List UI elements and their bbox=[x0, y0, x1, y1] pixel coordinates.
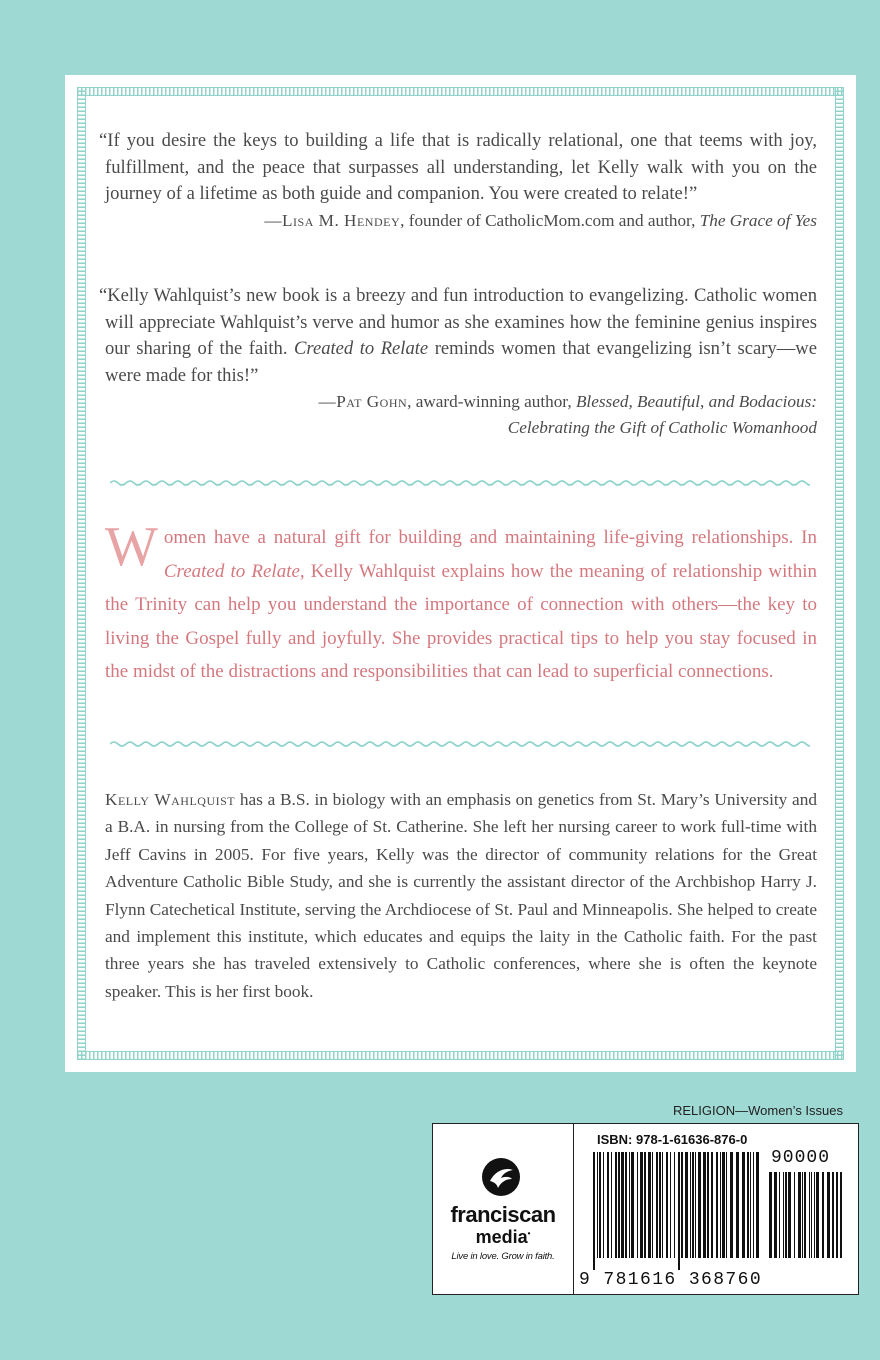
ean-digits: 9 781616 368760 bbox=[579, 1270, 763, 1290]
barcode-bar bbox=[798, 1172, 801, 1258]
wave-divider-2 bbox=[110, 739, 810, 749]
barcode-bar bbox=[652, 1152, 653, 1258]
ean-barcode bbox=[593, 1152, 763, 1270]
barcode-bar bbox=[685, 1152, 688, 1258]
barcode-bar bbox=[840, 1172, 842, 1258]
barcode-bar bbox=[816, 1172, 819, 1258]
barcode-bar bbox=[814, 1172, 815, 1258]
barcode-bar bbox=[726, 1152, 727, 1258]
attribution-role: , award-winning author, bbox=[407, 392, 576, 412]
decorative-border-top bbox=[77, 87, 844, 96]
attribution-book-title: The Grace of Yes bbox=[699, 210, 817, 230]
barcode-bar bbox=[611, 1152, 612, 1258]
endorsement-quote-1 bbox=[99, 128, 817, 234]
barcode-bar bbox=[615, 1152, 617, 1258]
attribution-role: , founder of CatholicMom.com and author, bbox=[400, 210, 700, 230]
publisher-tagline: Live in love. Grow in faith. bbox=[451, 1251, 555, 1262]
author-bio bbox=[105, 786, 817, 1005]
barcode-bar bbox=[750, 1152, 751, 1258]
barcode-bar bbox=[656, 1152, 658, 1258]
quote-book-title: Created to Relate bbox=[294, 338, 429, 360]
barcode-bar bbox=[695, 1152, 696, 1258]
barcode-bar bbox=[794, 1172, 795, 1258]
barcode-bar bbox=[618, 1152, 620, 1258]
barcode-bar bbox=[788, 1172, 791, 1258]
book-description bbox=[105, 516, 817, 689]
drop-cap: W bbox=[105, 516, 158, 578]
barcode-bar bbox=[666, 1152, 668, 1258]
barcode-bar bbox=[707, 1152, 709, 1258]
barcode-bar bbox=[674, 1152, 675, 1258]
publisher-logo bbox=[433, 1124, 574, 1294]
barcode-bar bbox=[753, 1152, 754, 1258]
barcode-bar bbox=[637, 1152, 638, 1258]
attribution-name: —Pat Gohn bbox=[318, 392, 408, 412]
description-text: omen have a natural gift for building and maintaining life-giving relationships. In bbox=[163, 527, 817, 548]
quote-text bbox=[99, 283, 817, 389]
barcode-bar bbox=[720, 1152, 721, 1258]
barcode-bar bbox=[827, 1172, 830, 1258]
wave-divider-1 bbox=[110, 478, 810, 488]
barcode-bar bbox=[730, 1152, 733, 1258]
barcode-bar bbox=[629, 1152, 630, 1258]
barcode-bar bbox=[822, 1172, 824, 1258]
barcode-bar bbox=[703, 1152, 706, 1258]
barcode-bar bbox=[716, 1152, 718, 1258]
addon-barcode bbox=[769, 1172, 845, 1270]
decorative-border-bottom bbox=[77, 1051, 844, 1060]
barcode-bar bbox=[785, 1172, 787, 1258]
bio-text: has a B.S. in biology with an emphasis on genetics from St. Mary’s University and a B.A. in nursing from the College of St. Catherine. She left her nursing career to work full-time with Jeff Cavins in 2005. For five years, Kelly was the director of community relations for the Great Adventure Catholic Bible Study, and she is currently the assistant director of the Archbishop Harry J. Flynn Catechetical Institute, serving the Archdiocese of St. Paul and Minneapolis. She helped to create and implement this institute, which educates and equips the laity in the Catholic faith. For the past three years she has traveled extensively to Catholic conferences, where she is often the keynote speaker. This is her first book. bbox=[105, 790, 817, 1001]
barcode-bar bbox=[621, 1152, 624, 1258]
decorative-border-right bbox=[835, 87, 844, 1060]
barcode-bar bbox=[625, 1152, 627, 1258]
attribution-book-subtitle: Celebrating the Gift of Catholic Womanhood bbox=[507, 418, 817, 438]
isbn-label: ISBN: 978-1-61636-876-0 bbox=[597, 1132, 748, 1147]
description-text: Kelly Wahlquist explains how the meaning of relationship within the Trinity can help you understand the importance of connection with others—the key to living the Gospel fully and joyfully. She provides practical tips to help you stay focused in the midst of the distractions and responsibilities that can lead to superficial connections. bbox=[105, 560, 817, 683]
quote-text: “If you desire the keys to building a life that is radically relational, one that teems with joy, fulfillment, and the peace that surpasses all understanding, let Kelly walk with you on the journey of a lifetime as both guide and companion. You were created to relate!” bbox=[99, 130, 817, 205]
barcode-bar bbox=[722, 1152, 725, 1258]
barcode-bar bbox=[659, 1152, 661, 1258]
barcode-panel bbox=[432, 1123, 859, 1295]
barcode-bar bbox=[678, 1152, 680, 1270]
barcode-bar bbox=[736, 1152, 739, 1258]
back-cover-panel bbox=[65, 75, 856, 1072]
barcode-bar bbox=[603, 1152, 604, 1258]
quote-text-part: reminds women that evangelizing isn’t scary—we were made for this!” bbox=[105, 338, 817, 386]
quote-attribution bbox=[105, 208, 817, 234]
barcode-bar bbox=[681, 1152, 683, 1258]
description-book-title: Created to Relate, bbox=[163, 560, 305, 582]
franciscan-media-logo-icon bbox=[481, 1157, 521, 1197]
barcode-bar bbox=[593, 1152, 595, 1270]
barcode-bar bbox=[670, 1152, 671, 1258]
barcode-bar bbox=[631, 1152, 634, 1258]
barcode-bar bbox=[692, 1152, 694, 1258]
price-addon-digits: 90000 bbox=[771, 1148, 831, 1168]
barcode-bar bbox=[742, 1152, 745, 1258]
barcode-bar bbox=[832, 1172, 834, 1258]
category-label: RELIGION—Women’s Issues bbox=[672, 1103, 843, 1118]
endorsement-quote-2 bbox=[99, 283, 817, 441]
barcode-bar bbox=[783, 1172, 784, 1258]
attribution-book-title: Blessed, Beautiful, and Bodacious: bbox=[575, 392, 817, 412]
publisher-name: franciscan bbox=[450, 1202, 556, 1227]
barcode-bar bbox=[662, 1152, 663, 1258]
barcode-bar bbox=[597, 1152, 598, 1258]
attribution-name: —Lisa M. Hendey bbox=[264, 210, 401, 230]
barcode-bar bbox=[648, 1152, 651, 1258]
barcode-bar bbox=[809, 1172, 810, 1258]
barcode-bar bbox=[698, 1152, 701, 1258]
quote-attribution bbox=[105, 389, 817, 441]
decorative-border-left bbox=[77, 87, 86, 1060]
barcode-bar bbox=[747, 1152, 749, 1258]
barcode-bar bbox=[774, 1172, 777, 1258]
registered-mark: • bbox=[527, 1229, 531, 1238]
barcode-bar bbox=[640, 1152, 643, 1258]
barcode-bar bbox=[756, 1152, 759, 1258]
barcode-bar bbox=[836, 1172, 838, 1258]
publisher-sub-text: media bbox=[475, 1227, 528, 1247]
barcode-bar bbox=[769, 1172, 772, 1258]
publisher-sub bbox=[439, 1227, 567, 1248]
barcode-bar bbox=[644, 1152, 646, 1258]
barcode-bar bbox=[804, 1172, 806, 1258]
barcode-bar bbox=[607, 1152, 609, 1258]
barcode-bar bbox=[711, 1152, 713, 1258]
barcode-bar bbox=[690, 1152, 691, 1258]
barcode-bar bbox=[811, 1172, 812, 1258]
author-name: Kelly Wahlquist bbox=[105, 790, 236, 809]
quote-text-part: “Kelly Wahlquist’s new book is a breezy and fun introduction to evangelizing. Catholic women will appreciate Wahlquist’s verve and humor as she examines how the feminine genius inspires our sharing of the faith. bbox=[99, 285, 817, 360]
barcode-bar bbox=[599, 1152, 601, 1258]
barcode-bar bbox=[802, 1172, 803, 1258]
barcode-bar bbox=[779, 1172, 780, 1258]
